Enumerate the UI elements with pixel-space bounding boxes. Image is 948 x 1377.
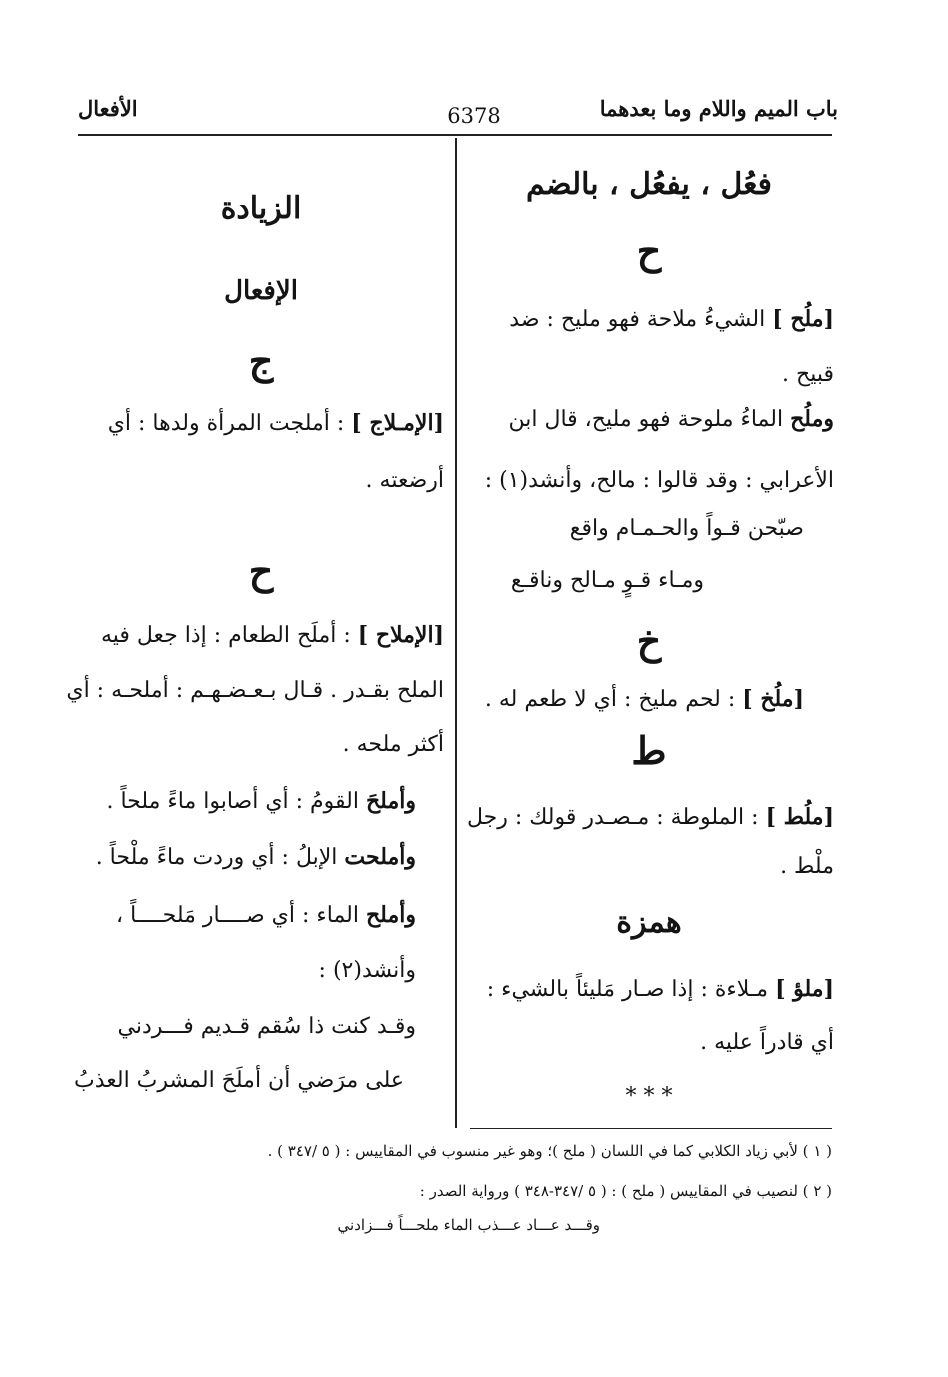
entry-headword: وأملحَ: [365, 788, 416, 814]
verse-line: ومـاء قـوٍ مـالح وناقـع: [510, 568, 704, 593]
entry-imlah-line: [78, 620, 444, 651]
entry-text: الإبلُ : أي وردت ماءً ملْحاً .: [95, 845, 345, 870]
entry-imlah-line3: أكثر ملحه .: [342, 732, 444, 757]
subsection-heading: الإفعال: [224, 276, 298, 306]
entry-headword: [الإملاح ]: [357, 622, 444, 648]
verse-line: صبّحن قـواً والحـمـام واقع: [569, 516, 804, 541]
hamza-heading: همزة: [616, 905, 682, 940]
column-divider: [455, 138, 457, 1128]
entry-text: : لحم مليخ : أي لا طعم له .: [484, 687, 743, 712]
entry-malt-line2: ملْط .: [780, 854, 834, 879]
entry-amlah-maa-line: [78, 900, 444, 931]
entry-headword: [ملؤ ]: [775, 976, 834, 1002]
letter-heading-kha: خ: [636, 618, 662, 663]
entry-malt-line: [464, 802, 834, 833]
verse-line: وقـد كنت ذا سُقم قـديم فـــردني: [117, 1014, 416, 1039]
entry-text: الماء : أي صــــار مَلحــــاً ،: [116, 903, 366, 928]
footnote-1: ( ١ ) لأبي زياد الكلابي كما في اللسان ( ملح )؛ وهو غير منسوب في المقاييس : ( ٥ /٣٤٧ ) .: [267, 1142, 832, 1160]
footnote-rule: [470, 1128, 832, 1129]
entry-text: : أملجت المرأة ولدها : أي: [107, 411, 352, 436]
entry-malah-line: [464, 404, 834, 435]
section-heading: الزيادة: [220, 191, 302, 226]
letter-heading-jim: ج: [248, 338, 274, 383]
running-head-section: الأفعال: [78, 96, 138, 121]
entry-headword: [ملُح ]: [772, 306, 834, 332]
entry-malah-line2: الأعرابي : وقد قالوا : مالح، وأنشد(١) :: [484, 468, 834, 493]
page-number: 6378: [447, 104, 501, 128]
header-rule: [78, 134, 832, 136]
verse-line: على مرَضي أن أملَحَ المشربُ العذبُ: [74, 1068, 404, 1093]
entry-malh-line: [464, 304, 834, 335]
entry-headword: [الإمـلاج ]: [351, 410, 444, 436]
entry-amlah-qawm-line: [78, 786, 444, 817]
entry-headword: وأملحت: [344, 844, 416, 870]
entry-malkh-line: [464, 684, 834, 715]
entry-headword: [ملُخ ]: [742, 686, 804, 712]
entry-headword: وأملح: [365, 902, 416, 928]
entry-imlaj-line: [78, 408, 444, 439]
footnote-2: ( ٢ ) لنصيب في المقاييس ( ملح ) : ( ٥ /٣٤٧-٣٤٨ ) ورواية الصدر :: [419, 1182, 832, 1200]
entry-headword: وملُح: [790, 406, 834, 432]
entry-text: الماءُ ملوحة فهو مليح، قال ابن: [508, 407, 791, 432]
anshad-line: وأنشد(٢) :: [318, 958, 416, 983]
entry-malh-line2: قبيح .: [782, 362, 834, 387]
section-end-asterisks: * * *: [625, 1084, 673, 1109]
section-heading: فعُل ، يفعُل ، بالضم: [525, 167, 772, 202]
entry-malu-line: [464, 974, 834, 1005]
footnote-2-verse: وقـــد عـــاد عـــذب الماء ملحـــاً فـــزادني: [337, 1216, 600, 1234]
entry-imlah-line2: الملح بقـدر . قـال بـعـضـهـم : أملحـه : أي: [66, 678, 444, 703]
entry-imlaj-line2: أرضعته .: [365, 468, 444, 493]
letter-heading-ha: ح: [248, 548, 274, 593]
entry-amlahat-line: [78, 842, 444, 873]
entry-headword: [ملُط ]: [765, 804, 834, 830]
letter-heading-ta: ط: [631, 728, 667, 773]
running-head-chapter: باب الميم واللام وما بعدهما: [599, 96, 838, 121]
entry-text: الشيءُ ملاحة فهو مليح : ضد: [509, 307, 773, 332]
entry-text: القومُ : أي أصابوا ماءً ملحاً .: [106, 789, 366, 814]
entry-text: : الملوطة : مـصـدر قولك : رجل: [466, 805, 766, 830]
entry-malu-line2: أي قادراً عليه .: [700, 1030, 834, 1055]
letter-heading-ha: ح: [636, 228, 662, 273]
entry-text: : أملَح الطعام : إذا جعل فيه: [100, 623, 358, 648]
entry-text: مـلاءة : إذا صـار مَليئاً بالشيء :: [486, 977, 776, 1002]
